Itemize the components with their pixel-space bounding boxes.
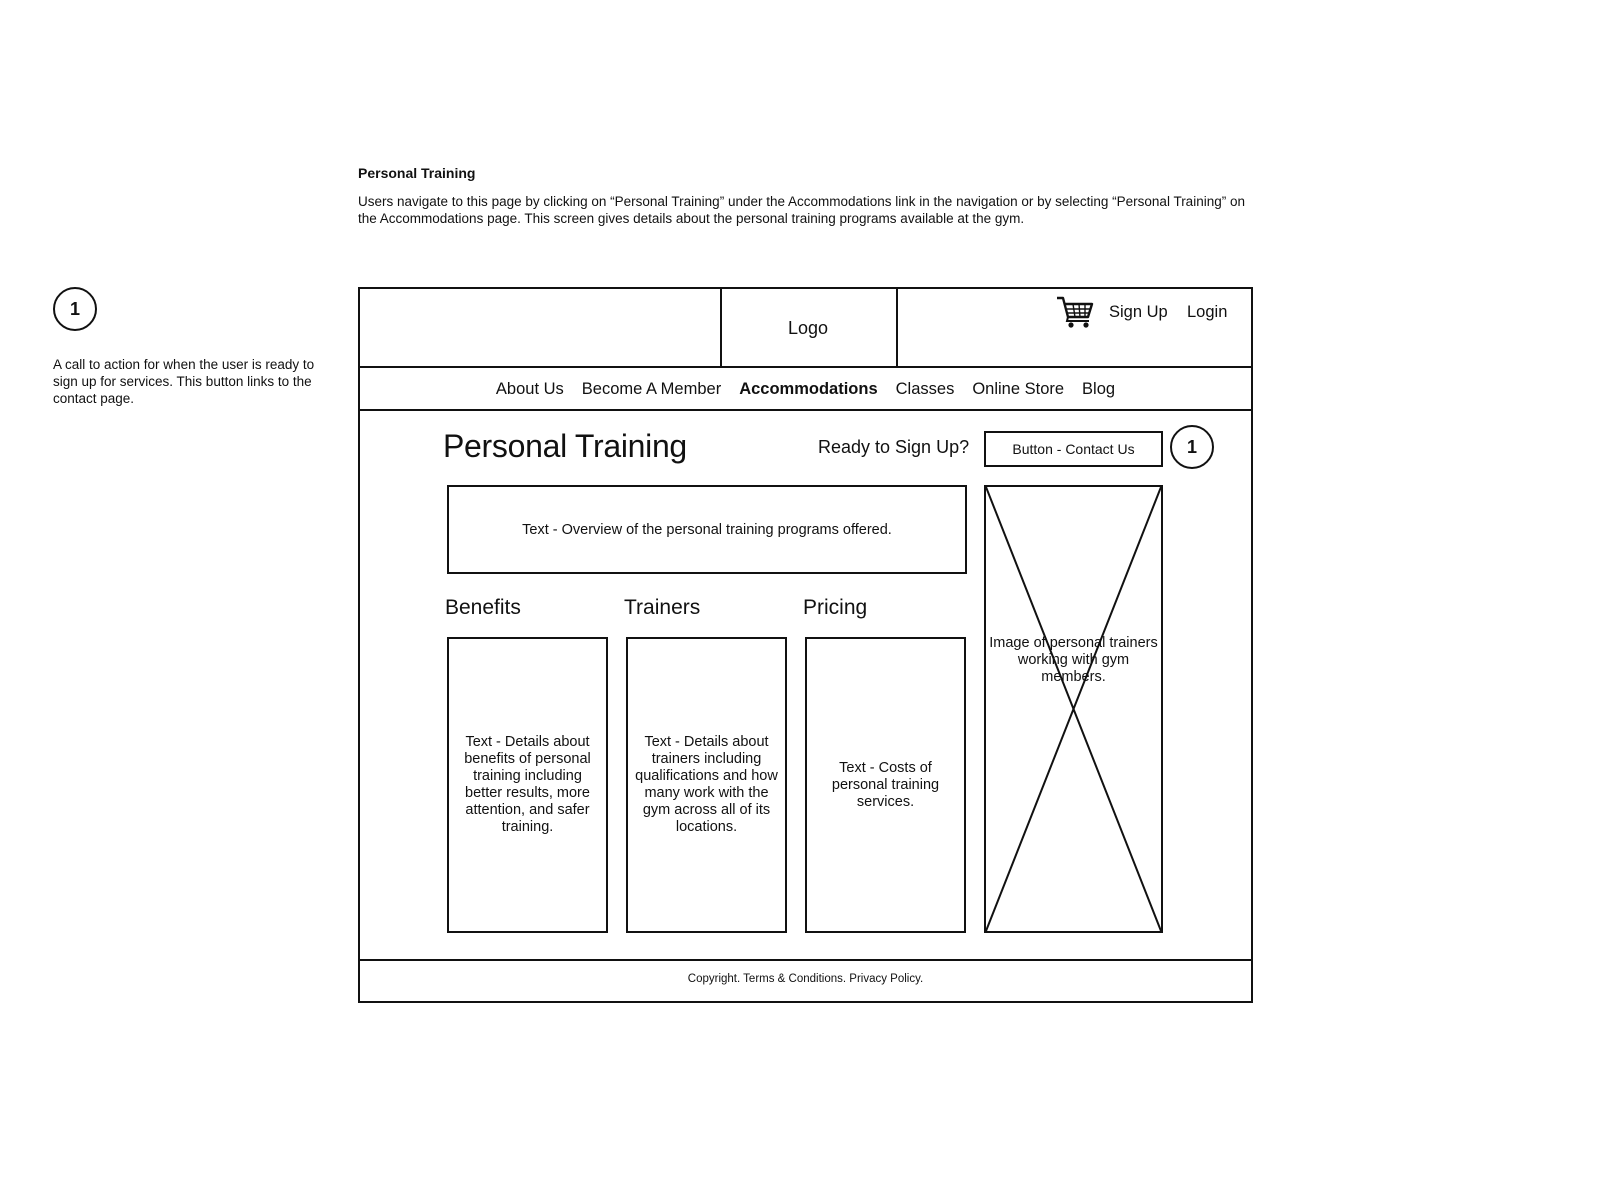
- annotation-marker: 1: [53, 287, 97, 331]
- pricing-heading: Pricing: [803, 596, 868, 619]
- image-placeholder: [984, 485, 1163, 933]
- trainers-heading: Trainers: [624, 596, 701, 619]
- annotation-text: A call to action for when the user is ready to sign up for services. This button links to the contact page.: [53, 357, 315, 406]
- nav-become-a-member[interactable]: Become A Member: [581, 380, 722, 398]
- nav-blog[interactable]: Blog: [1082, 380, 1116, 398]
- pricing-text-block: Text - Costs of personal training services.: [805, 637, 966, 933]
- nav-divider: [358, 409, 1253, 411]
- overview-text-block: Text - Overview of the personal training programs offered.: [447, 485, 967, 574]
- trainers-text-block: Text - Details about trainers including qualifications and how many work with the gym across all of its locations.: [626, 637, 787, 933]
- contact-us-button[interactable]: Button - Contact Us: [984, 431, 1163, 467]
- image-placeholder-caption: Image of personal trainers working with gym members.: [989, 635, 1158, 685]
- nav-about-us[interactable]: About Us: [495, 380, 564, 398]
- doc-title: Personal Training: [358, 165, 476, 181]
- logo-divider-right: [896, 287, 898, 367]
- footer-divider: [358, 959, 1253, 961]
- header-divider: [358, 366, 1253, 368]
- benefits-text-block: Text - Details about benefits of personal training including better results, more attention, and safer training.: [447, 637, 608, 933]
- logo[interactable]: Logo: [787, 318, 829, 338]
- main-nav: [360, 380, 1251, 399]
- cart-icon[interactable]: [1055, 295, 1095, 334]
- login-link[interactable]: Login: [1187, 303, 1228, 321]
- nav-accommodations[interactable]: Accommodations: [739, 380, 878, 398]
- footer-links[interactable]: Copyright. Terms & Conditions. Privacy Policy.: [687, 973, 924, 985]
- benefits-heading: Benefits: [445, 596, 521, 619]
- cta-prompt: Ready to Sign Up?: [818, 437, 970, 457]
- doc-description: Users navigate to this page by clicking on “Personal Training” under the Accommodations link in the navigation or by selecting “Personal Training” on the Accommodations page. This screen gives details about the personal training programs available at the gym.: [358, 194, 1245, 226]
- cta-annotation-marker: 1: [1170, 425, 1214, 469]
- nav-online-store[interactable]: Online Store: [972, 380, 1065, 398]
- placeholder-cross-icon: [986, 487, 1161, 931]
- signup-link[interactable]: Sign Up: [1109, 303, 1168, 321]
- nav-classes[interactable]: Classes: [895, 380, 955, 398]
- page-title: Personal Training: [443, 428, 687, 464]
